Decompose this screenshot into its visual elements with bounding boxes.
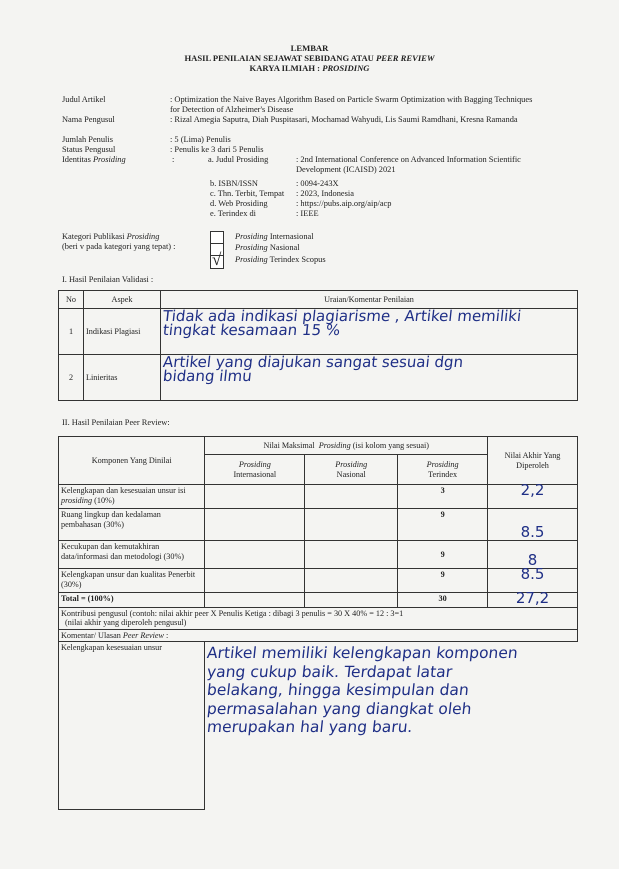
cell-terindex: 9 [398, 569, 488, 593]
komentar-row [59, 629, 578, 642]
col-header-uraian: Uraian/Komentar Penilaian [161, 291, 578, 309]
identitas-item-value: : IEEE [296, 209, 319, 218]
kategori-option-scopus: Prosiding Terindex Scopus [235, 255, 326, 264]
identitas-item-value: : https://pubs.aip.org/aip/acp [296, 199, 392, 208]
pengusul-label: Nama Pengusul [62, 115, 115, 124]
kategori-option-internasional: Prosiding Internasional [235, 232, 314, 241]
section1-title: I. Hasil Penilaian Validasi : [62, 275, 154, 284]
col-header-akhir: Nilai Akhir Yang Diperoleh [488, 437, 578, 485]
identitas-item-value: : 2nd International Conference on Advanced Information Scientific Development (ICAISD) 2021 [296, 155, 521, 174]
header-subtitle: KARYA ILMIAH : PROSIDING [249, 63, 370, 73]
row-no: 2 [59, 355, 84, 401]
header-title: HASIL PENILAIAN SEJAWAT SEBIDANG ATAU PEER REVIEW [184, 53, 435, 63]
handwritten-score: 2,2 [520, 481, 545, 499]
total-akhir [488, 589, 578, 608]
col-header-aspek: Aspek [84, 291, 161, 309]
kategori-hint: (beri v pada kategori yang tepat) : [62, 242, 176, 251]
cell-akhir [488, 509, 578, 541]
table-row [59, 309, 578, 355]
total-row [59, 593, 578, 608]
row-komponen: Kecukupan dan kemutakhiran data/informasi dan metodologi (30%) [59, 541, 205, 569]
handwritten-comment: yang cukup baik. Terdapat latar [206, 662, 454, 681]
handwritten-comment: belakang, hingga kesimpulan dan [206, 681, 471, 699]
peer-review-table [58, 436, 578, 810]
judul-value: : Optimization the Naive Bayes Algorithm Based on Particle Swarm Optimization with Bagging Techniques for Detection of Alzheimer's Disease [170, 95, 533, 114]
kontribusi-text: Kontribusi pengusul (contoh: nilai akhir peer X Penulis Ketiga : dibagi 3 penulis = 30 X 40% = 12 : 3=1 [61, 608, 404, 618]
identitas-label: Identitas Prosiding [62, 155, 126, 164]
cell-terindex: 9 [398, 509, 488, 541]
handwritten-score: 27,2 [515, 589, 550, 607]
validasi-table [58, 290, 578, 401]
identitas-item-value: : 2023, Indonesia [296, 189, 354, 198]
kontribusi-row [59, 607, 578, 629]
handwritten-score: 8.5 [520, 565, 545, 583]
jumlah-value: : 5 (Lima) Penulis [170, 135, 231, 144]
handwritten-comment: permasalahan yang diangkat oleh [206, 699, 473, 718]
identitas-colon: : [172, 155, 175, 164]
cell-nasional [305, 569, 398, 593]
col-header-no: No [59, 291, 84, 309]
handwritten-comment: bidang ilmu [162, 366, 253, 385]
table-row [59, 541, 578, 569]
identitas-item-label: e. Terindex di [210, 209, 257, 218]
table-row [59, 569, 578, 593]
kelengkapan-comment [205, 642, 578, 810]
section2-title: II. Hasil Penilaian Peer Review: [62, 418, 170, 427]
col-header-nilai: Nilai Maksimal Prosiding (isi kolom yang sesuai) [205, 437, 488, 455]
check-mark-icon: √ [212, 250, 222, 269]
total-terindex: 30 [398, 593, 488, 608]
row-aspek: Linieritas [84, 355, 161, 401]
cell-nasional [305, 541, 398, 569]
subheader-terindex: Prosiding Terindex [398, 455, 488, 485]
cell-terindex: 9 [398, 541, 488, 569]
subheader-internasional: Prosiding Internasional [205, 455, 305, 485]
identitas-item-label: b. ISBN/ISSN [210, 179, 258, 188]
judul-label: Judul Artikel [62, 95, 106, 104]
komentar-label: Komentar/ Ulasan Peer Review : [59, 629, 578, 642]
col-header-komponen: Komponen Yang Dinilai [59, 437, 205, 485]
identitas-item-label: c. Thn. Terbit, Tempat [210, 189, 285, 198]
total-label: Total = (100%) [59, 593, 205, 608]
row-komponen: Ruang lingkup dan kedalaman pembahasan (30%) [59, 509, 205, 541]
row-komponen: Kelengkapan dan kesesuaian unsur isi prosiding (10%) [59, 485, 205, 509]
cell-nasional [305, 509, 398, 541]
pengusul-value: : Rizal Amegia Saputra, Diah Puspitasari, Mochamad Wahyudi, Lis Saumi Ramdhani, Kresna Ramanda [170, 115, 518, 124]
row-no: 1 [59, 309, 84, 355]
cell-akhir [488, 481, 578, 509]
table-row [59, 355, 578, 401]
kontribusi-cell [59, 607, 578, 629]
cell-nasional [305, 485, 398, 509]
kategori-label: Kategori Publikasi Prosiding [62, 232, 160, 241]
identitas-item-value: : 0094-243X [296, 179, 339, 188]
status-label: Status Pengusul [62, 145, 116, 154]
cell-internasional [205, 593, 305, 608]
cell-nasional [305, 593, 398, 608]
cell-internasional [205, 509, 305, 541]
handwritten-comment: merupakan hal yang baru. [206, 718, 414, 736]
status-value: : Penulis ke 3 dari 5 Penulis [170, 145, 264, 154]
cell-internasional [205, 485, 305, 509]
kelengkapan-row [59, 642, 578, 810]
row-komponen: Kelengkapan unsur dan kualitas Penerbit (30%) [59, 569, 205, 593]
cell-terindex: 3 [398, 485, 488, 509]
handwritten-comment: Artikel yang diajukan sangat sesuai dgn [162, 353, 465, 371]
row-comment [161, 355, 578, 401]
table-row [59, 485, 578, 509]
handwritten-score: 8 [527, 550, 538, 569]
handwritten-comment: tingkat kesamaan 15 % [162, 320, 342, 339]
kelengkapan-label: Kelengkapan kesesuaian unsur [59, 642, 205, 810]
identitas-item-label: a. Judul Prosiding [208, 155, 269, 164]
row-aspek: Indikasi Plagiasi [84, 309, 161, 355]
handwritten-comment: Artikel memiliki kelengkapan komponen [206, 644, 520, 662]
header-lembar: LEMBAR [290, 43, 329, 53]
kontribusi-note: (nilai akhir yang diperoleh pengusul) [65, 618, 187, 627]
jumlah-label: Jumlah Penulis [62, 135, 113, 144]
cell-internasional [205, 541, 305, 569]
handwritten-score: 8.5 [520, 522, 545, 541]
row-comment [161, 309, 578, 355]
kategori-checkbox-scopus[interactable] [210, 250, 224, 269]
handwritten-comment: Tidak ada indikasi plagiarisme , Artikel memiliki [162, 307, 523, 325]
cell-internasional [205, 569, 305, 593]
table-row [59, 509, 578, 541]
kategori-option-nasional: Prosiding Nasional [235, 243, 300, 252]
subheader-nasional: Prosiding Nasional [305, 455, 398, 485]
identitas-item-label: d. Web Prosiding [210, 199, 268, 208]
